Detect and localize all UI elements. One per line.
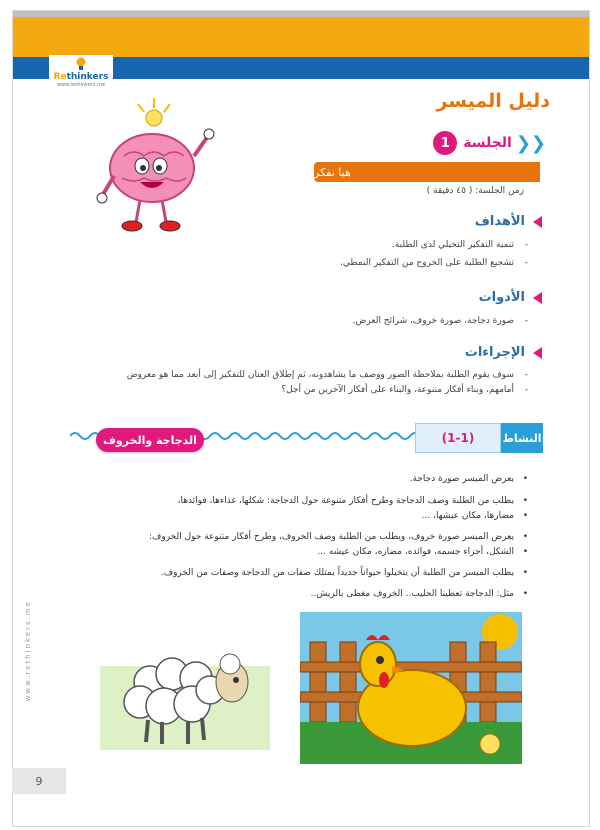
logo-text: Rethinkers xyxy=(53,72,109,82)
tools-heading-text: الأدوات xyxy=(478,290,525,305)
procedure-item: - سوف يقوم الطلبة بملاحظة الصور ووصف ما يشاهدونه، ثم إطلاق العنان للتفكير إلى أبعد مما هو معروض xyxy=(74,368,514,383)
tools-heading xyxy=(479,290,542,305)
activity-line: • يطلب الميسر من الطلبة أن يتخيلوا حيواناً جديداً يمتلك صفات من الدجاجة وصفات من الخروف. xyxy=(84,566,514,581)
session-number-badge: 1 xyxy=(433,131,457,155)
activity-label: النشاط xyxy=(501,423,543,453)
activity-line: • يعرض الميسر صورة خروف، ويطلب من الطلبة وصف الخروف، وطرح أفكار متنوعة حول الخروف: xyxy=(84,530,514,545)
activity-line: • يطلب من الطلبة وصف الدجاجة وطرح أفكار متنوعة حول الدجاجة: شكلها، غذاءها، فوائدها، xyxy=(84,494,514,509)
activity-line-continued: • مضارها، مكان عيشها، ... xyxy=(84,509,514,524)
activity-line: • مثل: الدجاجة تعطينا الحليب.. الخروف مغطى بالريش.. xyxy=(84,587,514,602)
triangle-bullet-icon xyxy=(533,216,542,228)
objective-item: - تنمية التفكير التخيلي لدى الطلبة. xyxy=(392,238,514,253)
procedure-item-continued: - أمامهم، وبناء أفكار متنوعة، والبناء على أفكار الآخرين من أجل؟ xyxy=(74,383,514,398)
triangle-bullet-icon xyxy=(533,347,542,359)
session-duration: زمن الجلسة: ( ٤٥ دقيقة ) xyxy=(426,186,524,196)
session-header xyxy=(433,130,546,156)
objectives-heading-text: الأهداف xyxy=(474,214,525,229)
activity-line: • يعرض الميسر صورة دجاجة. xyxy=(84,472,514,487)
activity-name-pill: الدجاجة والخروف xyxy=(96,428,204,452)
top-band-orange xyxy=(13,17,589,57)
tool-item: - صورة دجاجة، صورة خروف، شرائح العرض. xyxy=(353,314,514,329)
activity-number: (1-1) xyxy=(415,423,501,453)
objective-item: - تشجيع الطلبة على الخروج من التفكير النمطي. xyxy=(340,256,514,271)
chevron-left-icon: ❮❮ xyxy=(515,132,546,154)
page-number: 9 xyxy=(12,768,66,794)
activity-line-continued: • الشكل، أجزاء جسمه، فوائده، مضاره، مكان عيشه ... xyxy=(84,545,514,560)
page-title: دليل الميسر xyxy=(436,90,550,112)
think-bar: هيا نفكر xyxy=(314,162,540,182)
sidebar-url: www.rethinkers.me xyxy=(24,600,32,702)
objectives-heading xyxy=(475,214,542,229)
procedures-heading-text: الإجراءات xyxy=(464,345,525,360)
lightbulb-icon xyxy=(75,57,87,71)
logo-tagline: www.rethinkers.me xyxy=(56,82,106,88)
triangle-bullet-icon xyxy=(533,292,542,304)
procedures-heading xyxy=(465,345,542,360)
session-label: الجلسة xyxy=(463,135,512,151)
brain-mascot-illustration xyxy=(94,96,224,236)
chicken-illustration xyxy=(300,612,522,764)
activity-tab xyxy=(415,423,543,453)
sheep-illustration xyxy=(100,626,270,750)
